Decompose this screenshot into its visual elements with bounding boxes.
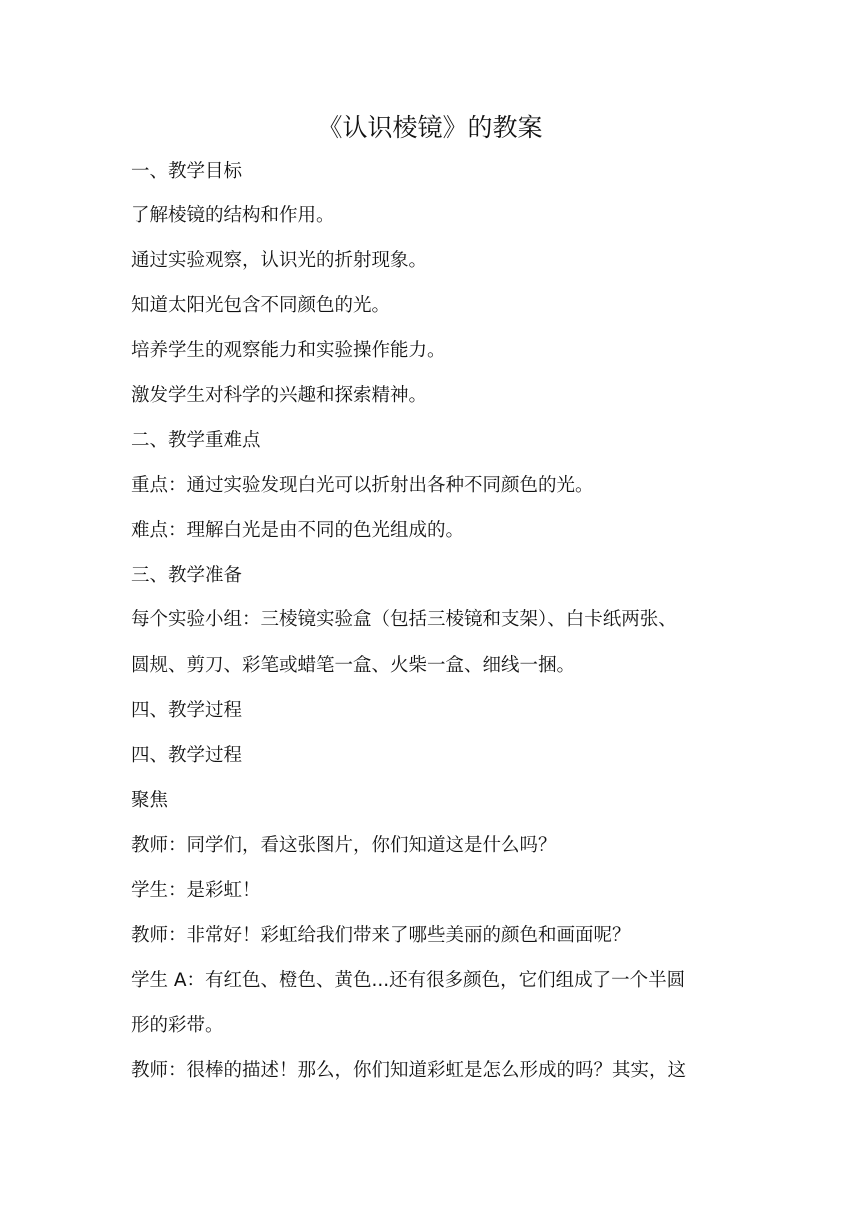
paragraph-line: 形的彩带。 <box>131 1015 224 1036</box>
paragraph-line: 学生 A：有红色、橙色、黄色...还有很多颜色，它们组成了一个半圆 <box>131 970 686 991</box>
paragraph-line: 了解棱镜的结构和作用。 <box>131 205 335 226</box>
paragraph-line: 教师：很棒的描述！那么，你们知道彩虹是怎么形成的吗？其实，这 <box>131 1060 687 1081</box>
section-heading-objectives: 一、教学目标 <box>131 161 243 182</box>
section-heading-preparation: 三、教学准备 <box>131 565 243 586</box>
paragraph-line: 教师：非常好！彩虹给我们带来了哪些美丽的颜色和画面呢？ <box>131 925 631 946</box>
paragraph-line: 通过实验观察，认识光的折射现象。 <box>131 250 428 271</box>
paragraph-line: 每个实验小组：三棱镜实验盒（包括三棱镜和支架）、白卡纸两张、 <box>131 609 677 630</box>
paragraph-line: 学生：是彩虹！ <box>131 880 261 901</box>
section-heading-key-points: 二、教学重难点 <box>131 430 261 451</box>
section-heading-process: 四、教学过程 <box>131 745 243 766</box>
paragraph-line: 教师：同学们，看这张图片，你们知道这是什么吗？ <box>131 835 557 856</box>
paragraph-line: 激发学生对科学的兴趣和探索精神。 <box>131 385 428 406</box>
section-heading-process: 四、教学过程 <box>131 700 243 721</box>
paragraph-line: 圆规、剪刀、彩笔或蜡笔一盒、火柴一盒、细线一捆。 <box>131 655 576 676</box>
paragraph-line: 知道太阳光包含不同颜色的光。 <box>131 295 391 316</box>
document-title: 《认识棱镜》的教案 <box>317 113 543 142</box>
paragraph-line: 培养学生的观察能力和实验操作能力。 <box>131 340 446 361</box>
paragraph-line: 难点：理解白光是由不同的色光组成的。 <box>131 520 465 541</box>
paragraph-line: 聚焦 <box>131 790 169 811</box>
paragraph-line: 重点：通过实验发现白光可以折射出各种不同颜色的光。 <box>131 475 594 496</box>
